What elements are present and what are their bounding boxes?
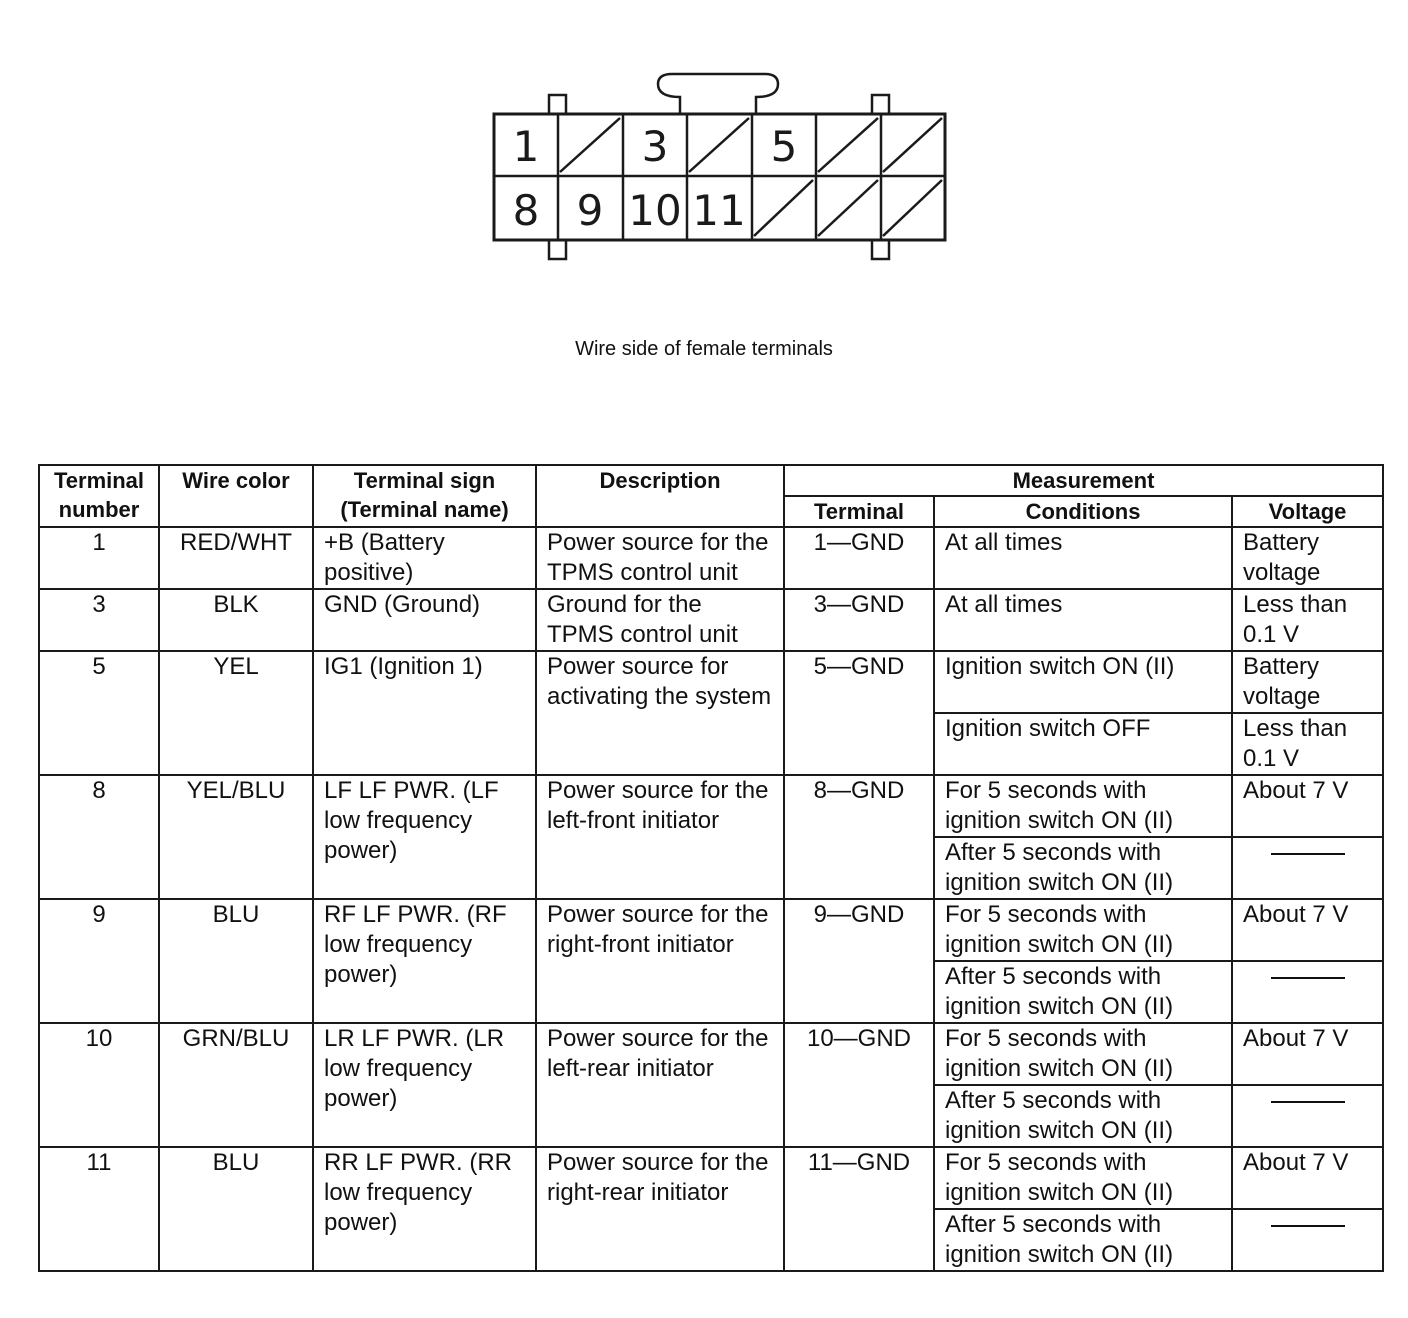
cell-terminal: 3 xyxy=(39,589,159,651)
no-value-dash xyxy=(1271,977,1345,979)
cell-m-terminal: 10—GND xyxy=(784,1023,934,1147)
cell-condition: After 5 seconds with ignition switch ON (II) xyxy=(934,1085,1232,1147)
cell-wire: YEL/BLU xyxy=(159,775,313,899)
table-row xyxy=(39,775,1383,837)
table-row xyxy=(39,589,1383,651)
cell-wire: GRN/BLU xyxy=(159,1023,313,1147)
cell-description: Ground for the TPMS control unit xyxy=(536,589,784,651)
terminal-table xyxy=(38,464,1384,1272)
diagram-caption: Wire side of female terminals xyxy=(575,338,833,360)
cell-voltage: Less than 0.1 V xyxy=(1232,713,1383,775)
cell-terminal: 10 xyxy=(39,1023,159,1147)
cell-condition: After 5 seconds with ignition switch ON (II) xyxy=(934,1209,1232,1271)
cell-sign: GND (Ground) xyxy=(313,589,536,651)
header-terminal-sign-line2: (Terminal name) xyxy=(340,497,509,522)
cell-condition: After 5 seconds with ignition switch ON (II) xyxy=(934,837,1232,899)
cell-condition: For 5 seconds with ignition switch ON (II) xyxy=(934,775,1232,837)
cell-sign: +B (Battery positive) xyxy=(313,527,536,589)
cell-condition: Ignition switch OFF xyxy=(934,713,1232,775)
pin-label: 3 xyxy=(641,122,669,171)
header-conditions: Conditions xyxy=(934,496,1232,527)
cell-description: Power source for the left-front initiator xyxy=(536,775,784,899)
pin-label: 1 xyxy=(512,122,540,171)
cell-description: Power source for the right-front initiator xyxy=(536,899,784,1023)
header-wire-color: Wire color xyxy=(159,465,313,527)
cell-condition: After 5 seconds with ignition switch ON (II) xyxy=(934,961,1232,1023)
header-terminal-sign-line1: Terminal sign xyxy=(353,468,496,493)
cell-voltage xyxy=(1232,1209,1383,1271)
cell-wire: BLU xyxy=(159,1147,313,1271)
cell-description: Power source for the left-rear initiator xyxy=(536,1023,784,1147)
cell-voltage: About 7 V xyxy=(1232,775,1383,837)
connector-diagram xyxy=(480,62,960,267)
cell-condition: For 5 seconds with ignition switch ON (II) xyxy=(934,1023,1232,1085)
cell-condition: For 5 seconds with ignition switch ON (II) xyxy=(934,1147,1232,1209)
table-row xyxy=(39,899,1383,961)
cell-condition: Ignition switch ON (II) xyxy=(934,651,1232,713)
cell-description: Power source for activating the system xyxy=(536,651,784,775)
cell-description: Power source for the right-rear initiator xyxy=(536,1147,784,1271)
cell-m-terminal: 11—GND xyxy=(784,1147,934,1271)
cell-terminal: 5 xyxy=(39,651,159,775)
header-description: Description xyxy=(536,465,784,527)
cell-voltage xyxy=(1232,837,1383,899)
cell-sign: LF LF PWR. (LF low frequency power) xyxy=(313,775,536,899)
cell-voltage: About 7 V xyxy=(1232,1023,1383,1085)
cell-wire: BLU xyxy=(159,899,313,1023)
cell-voltage xyxy=(1232,961,1383,1023)
table-row xyxy=(39,1147,1383,1209)
header-terminal-number: Terminal number xyxy=(39,465,159,527)
cell-voltage xyxy=(1232,1085,1383,1147)
cell-m-terminal: 9—GND xyxy=(784,899,934,1023)
no-value-dash xyxy=(1271,1101,1345,1103)
header-measurement: Measurement xyxy=(784,465,1383,496)
cell-voltage: About 7 V xyxy=(1232,1147,1383,1209)
pin-label: 8 xyxy=(512,186,540,235)
cell-condition: For 5 seconds with ignition switch ON (II) xyxy=(934,899,1232,961)
pin-label: 5 xyxy=(770,122,798,171)
cell-m-terminal: 8—GND xyxy=(784,775,934,899)
cell-terminal: 9 xyxy=(39,899,159,1023)
cell-sign: RF LF PWR. (RF low frequency power) xyxy=(313,899,536,1023)
cell-condition: At all times xyxy=(934,527,1232,589)
cell-terminal: 11 xyxy=(39,1147,159,1271)
cell-voltage: Less than 0.1 V xyxy=(1232,589,1383,651)
cell-voltage: Battery voltage xyxy=(1232,651,1383,713)
cell-sign: LR LF PWR. (LR low frequency power) xyxy=(313,1023,536,1147)
cell-condition: At all times xyxy=(934,589,1232,651)
cell-voltage: About 7 V xyxy=(1232,899,1383,961)
cell-m-terminal: 5—GND xyxy=(784,651,934,775)
no-value-dash xyxy=(1271,1225,1345,1227)
cell-m-terminal: 3—GND xyxy=(784,589,934,651)
table-row xyxy=(39,651,1383,713)
cell-terminal: 1 xyxy=(39,527,159,589)
cell-m-terminal: 1—GND xyxy=(784,527,934,589)
cell-terminal: 8 xyxy=(39,775,159,899)
table-row xyxy=(39,527,1383,589)
cell-sign: RR LF PWR. (RR low frequency power) xyxy=(313,1147,536,1271)
cell-wire: RED/WHT xyxy=(159,527,313,589)
cell-sign: IG1 (Ignition 1) xyxy=(313,651,536,775)
pin-label: 9 xyxy=(576,186,604,235)
cell-wire: BLK xyxy=(159,589,313,651)
header-terminal-sign xyxy=(313,465,536,527)
pin-label: 11 xyxy=(692,186,746,235)
table-row xyxy=(39,1023,1383,1085)
cell-description: Power source for the TPMS control unit xyxy=(536,527,784,589)
pin-label: 10 xyxy=(628,186,682,235)
header-m-terminal: Terminal xyxy=(784,496,934,527)
header-voltage: Voltage xyxy=(1232,496,1383,527)
no-value-dash xyxy=(1271,853,1345,855)
cell-wire: YEL xyxy=(159,651,313,775)
cell-voltage: Battery voltage xyxy=(1232,527,1383,589)
